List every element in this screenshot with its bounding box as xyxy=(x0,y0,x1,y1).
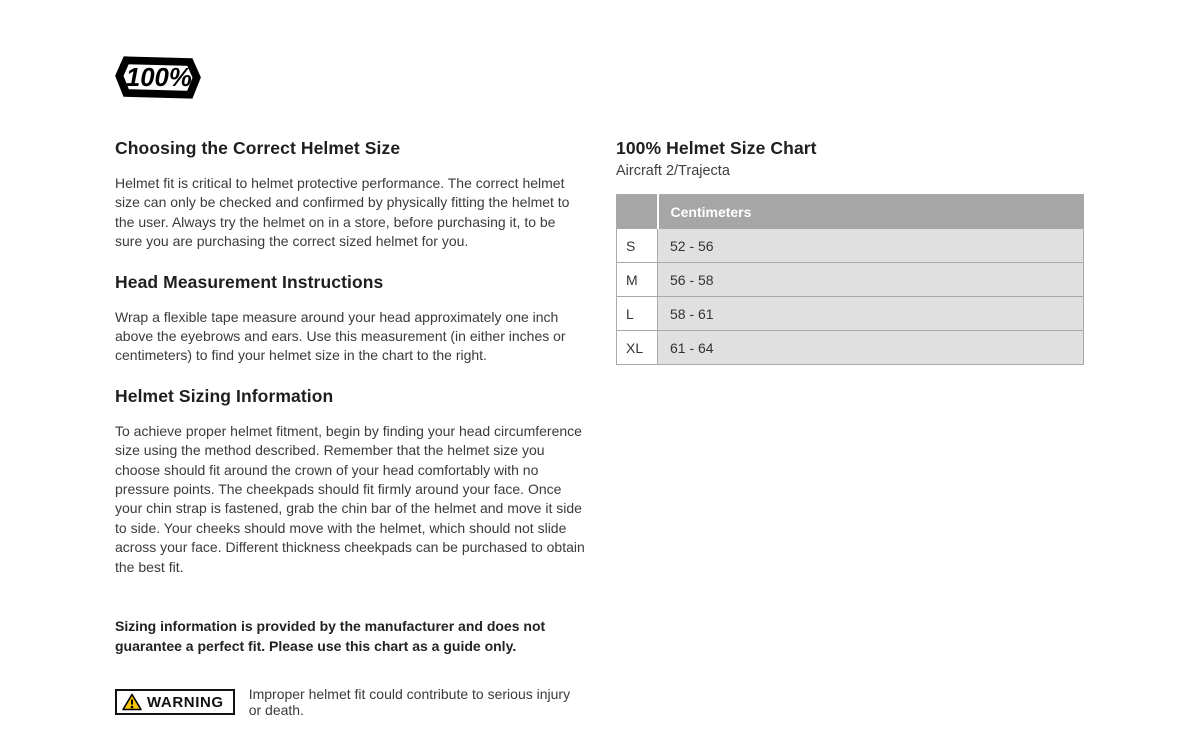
section-head-measurement xyxy=(115,272,585,366)
section-sizing-information xyxy=(115,386,585,577)
brand-logo-100percent xyxy=(115,54,201,101)
size-range-cell: 52 - 56 xyxy=(658,229,1084,263)
warning-row xyxy=(115,686,585,718)
warning-text: Improper helmet fit could contribute to serious injury or death. xyxy=(248,686,571,719)
section-heading-head-measurement: Head Measurement Instructions xyxy=(115,271,384,292)
size-label-cell: S xyxy=(617,229,658,263)
size-range-cell: 56 - 58 xyxy=(658,263,1084,297)
warning-badge xyxy=(115,689,235,715)
size-label-cell: L xyxy=(617,297,658,331)
section-heading-sizing-information: Helmet Sizing Information xyxy=(115,385,334,406)
size-range-cell: 58 - 61 xyxy=(658,297,1084,331)
brand-logo-hexagon xyxy=(115,54,201,101)
brand-logo-text: 100% xyxy=(125,64,192,93)
size-label-cell: XL xyxy=(617,331,658,365)
size-chart-column xyxy=(616,138,1084,365)
table-row-size-m xyxy=(617,263,1084,297)
table-row-size-s xyxy=(617,229,1084,263)
section-body-choosing-size: Helmet fit is critical to helmet protective performance. The correct helmet size can only be checked and confirmed by physically fitting the helmet to the user. Always try the helmet on in a store, before purchasing it, to be sure you are purchasing the correct sized helmet for you. xyxy=(115,175,570,250)
size-range-cell: 61 - 64 xyxy=(658,331,1084,365)
section-body-sizing-information: To achieve proper helmet fitment, begin by finding your head circumference size using the method described. Remember that the helmet size you choose should fit around the crown of your head comfortably with no pressure points. The cheekpads should fit firmly around your face. Once your chin strap is fastened, grab the chin bar of the helmet and move it side to side. Your cheeks should move with the helmet, which should not slide across your face. Different thickness cheekpads can be purchased to obtain the best fit. xyxy=(115,422,585,575)
size-chart-table xyxy=(616,194,1084,365)
warning-badge-label: WARNING xyxy=(147,693,224,711)
table-row-size-xl xyxy=(617,331,1084,365)
size-chart-title: 100% Helmet Size Chart xyxy=(616,138,817,158)
size-chart-corner-cell xyxy=(617,195,658,229)
manufacturer-disclaimer: Sizing information is provided by the manufacturer and does not guarantee a perfect fit. Please use this chart as a guide only. xyxy=(115,618,546,654)
content-columns xyxy=(115,138,1084,718)
sizing-guide-column xyxy=(115,138,585,718)
size-chart-unit-header: Centimeters xyxy=(658,195,1084,229)
size-chart-header-row xyxy=(617,195,1084,229)
warning-triangle-icon xyxy=(122,693,142,711)
section-heading-choosing-size: Choosing the Correct Helmet Size xyxy=(115,138,401,158)
section-choosing-size xyxy=(115,138,585,252)
size-chart-subtitle: Aircraft 2/Trajecta xyxy=(616,163,730,179)
size-label-cell: M xyxy=(617,263,658,297)
section-body-head-measurement: Wrap a flexible tape measure around your head approximately one inch above the eyebrows and ears. Use this measurement (in either inches or centimeters) to find your helmet size in the chart to the right. xyxy=(115,308,566,364)
table-row-size-l xyxy=(617,297,1084,331)
